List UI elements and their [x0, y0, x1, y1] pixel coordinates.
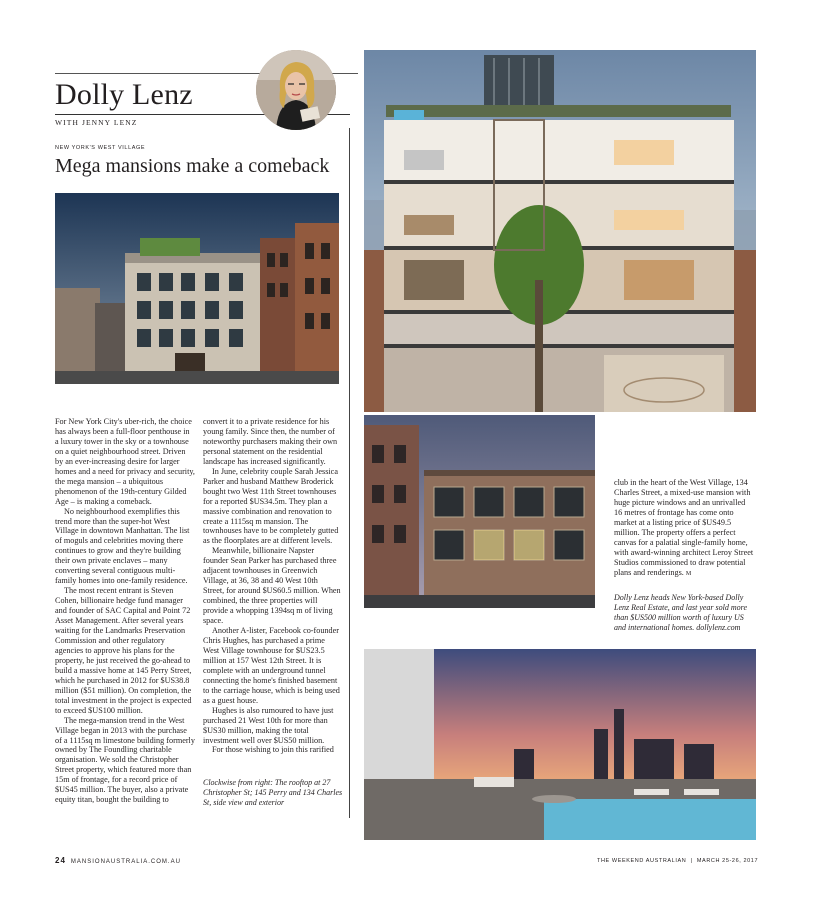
paragraph: Hughes is also rumoured to have just purchased 21 West 10th for more than $US30 million, making the total investment well over $US50 million. — [203, 705, 334, 745]
paragraph: In June, celebrity couple Sarah Jessica Parker and husband Matthew Broderick bought two West 11th Street townhouses for a reported $US34.5m. They plan a massive combination and renovation to create a 1115sq m mansion. The townhouses have to be completely gutted as the floorplates are at different levels. — [203, 466, 339, 546]
page-number: 24 — [55, 856, 66, 865]
rooftop-photo — [364, 649, 756, 840]
co-author-line: WITH JENNY LENZ — [55, 118, 138, 127]
article-column-2 — [203, 417, 341, 755]
publication-name: THE WEEKEND AUSTRALIAN — [597, 858, 687, 864]
paragraph: The mega-mansion trend in the West Village began in 2013 with the purchase of a 1115sq m limestone building formerly owned by The Foundling charitable organisation. We sold the Christopher Street property, which featured more than 15m of frontage, for a record price of $US45 million. The buyer, also a private equity titan, bought the building to — [55, 715, 195, 805]
paragraph: club in the heart of the West Village, 134 Charles Street, a mixed-use mansion with huge picture windows and an unrivalled 16 metres of frontage has come onto market at a listing price of $US49.5 million. The property offers a perfect canvas for a palatial single-family home, with award-winning architect Leroy Street Studios commissioned to draw potential plans and renderings. — [614, 478, 754, 577]
paragraph: Another A-lister, Facebook co-founder Chris Hughes, has purchased a prime West Village townhouse for $US23.5 million at 157 West 12th Street. It is complete with an underground tunnel connecting the home's finished basement to the carriage house, which is being used as a guest house. — [203, 626, 340, 705]
footer-left — [55, 856, 181, 865]
section-kicker: NEW YORK'S WEST VILLAGE — [55, 145, 146, 151]
paragraph: No neighbourhood exemplifies this trend more than the super-hot West Village in downtown Manhattan. The list of moguls and celebrities moving there continues to grow and they're building their own private enclaves – many converting several contiguous multi-family homes into one-family residence. — [55, 506, 190, 586]
cutaway-rendering — [364, 50, 756, 412]
charles-street-photo — [364, 415, 595, 608]
paragraph: convert it to a private residence for his young family. Since then, the number of noteworthy purchasers making their own personal statement on the residential landscape has increased significantly. — [203, 417, 338, 466]
end-mark: M — [685, 570, 692, 577]
article-column-3 — [614, 478, 754, 580]
column-divider — [349, 128, 350, 818]
exterior-photo — [55, 193, 339, 384]
paragraph: The most recent entrant is Steven Cohen, billionaire hedge fund manager and founder of SAC Capital and Point 72 Asset Management. After several years waiting for the Landmarks Preservation Commission and other regulatory agencies to approve his plans for the property, he just received the go-ahead to build a massive home at 145 Perry Street, which he purchased in 2012 for $US38.8 million ($51 million). On completion, the total investment in the project is expected to exceed $US100 million. — [55, 586, 192, 715]
columnist-portrait — [256, 50, 336, 130]
issue-date: MARCH 25-26, 2017 — [696, 858, 759, 864]
photo-caption: Clockwise from right: The rooftop at 27 Christopher St; 145 Perry and 134 Charles St, side view and exterior — [203, 778, 343, 807]
article-column-1 — [55, 417, 195, 805]
footer-right: THE WEEKEND AUSTRALIAN | MARCH 25-26, 2017 — [597, 858, 759, 864]
article-headline: Mega mansions make a comeback — [55, 155, 330, 177]
paragraph: For New York City's uber-rich, the choice has always been a full-floor penthouse in a luxury tower in the sky or a townhouse on a quiet neighbourhood street. Driven by an ever-increasing desire for larger homes and a need for privacy and security, the mega mansion – a ubiquitous phenomenon of the 19th-century Gilded Age – is making a comeback. — [55, 417, 195, 506]
author-bio: Dolly Lenz heads New York-based Dolly Lenz Real Estate, and last year sold more than $US500 million worth of luxury US and international homes. dollylenz.com — [614, 593, 748, 632]
paragraph: Meanwhile, billionaire Napster founder Sean Parker has purchased three adjacent townhouses in Greenwich Village, at 36, 38 and 40 West 10th Street, for around $US60.5 million. When combined, the three properties will provide a whopping 1394sq m of living space. — [203, 546, 341, 626]
columnist-name: Dolly Lenz — [55, 78, 193, 111]
site-url: MANSIONAUSTRALIA.COM.AU — [70, 859, 181, 865]
paragraph: For those wishing to join this rarified — [212, 745, 334, 755]
